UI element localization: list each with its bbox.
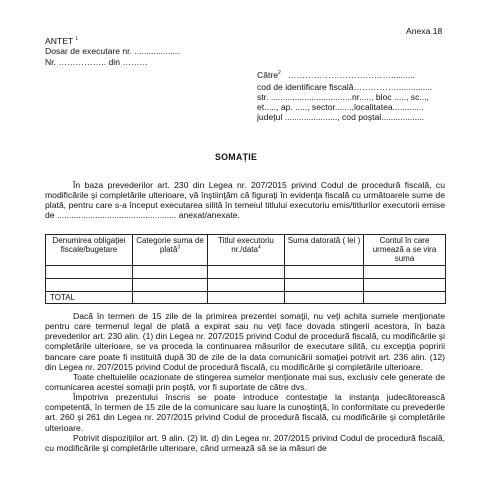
county-postal-field: județul ......................, cod poștal.................. [257, 112, 425, 122]
recipient-footnote-ref: 2 [278, 70, 281, 77]
body-text [45, 311, 445, 453]
header-cell-category: Categorie suma de plată$^3$ [133, 235, 208, 266]
total-label: TOTAL [46, 291, 133, 303]
title-footnote-ref: 4 [257, 244, 261, 251]
payment-deadline-paragraph: Dacă în termen de 15 zile de la primirea prezentei somaţii, nu veţi achita sumele menţionate pentru care termenul legal de plată a expirat sau nu veţi face dovada stingerii acestora, în baza prevederilor art. 230 alin. (1) din Legea nr. 207/2015 privind Codul de procedură fiscală, cu modificările şi completările ulterioare, se va proceda la continuarea măsurilor de executare silită, cu excepţia popririi bancare care poate fi instituită după 30 de zile de la data comunicării somaţiei potrivit art. 236 alin. (12) din Legea nr. 207/2015 privind Codul de procedură fiscală, cu modificările şi completările ulterioare. [45, 311, 445, 372]
header-cell-amount: Suma datorată ( lei ) [285, 235, 364, 266]
intro-text: În baza prevederilor art. 230 din Legea nr. 207/2015 privind Codul de procedură fiscală, cu modificările şi completările ulterioare, vă înştiinţăm că figuraţi în evidenţa fiscală cu următoarele sume de plată, pentru care s-a început executarea silită în temeiul titlului executoriu emis/titlurilor executorii emise de .................................................. anexat/anexate. [45, 180, 445, 221]
header-cell-obligation: Denumirea obligaţiei fiscale/bugetare [46, 235, 133, 266]
header-cell-title: Titlul executoriu nr./data$^4$ [208, 235, 285, 266]
obligations-table [45, 234, 446, 304]
table-row [46, 265, 446, 278]
letterhead-label [45, 36, 78, 46]
recipient-label: Către [257, 70, 279, 80]
appeal-paragraph: Împotriva prezentului înscris se poate introduce contestaţie la instanţa judecătorească competentă, în termen de 15 zile de la comunicare sau luare la cunoştinţă, în conformitate cu prevederile art. 260 şi 261 din Legea nr. 207/2015 privind Codul de procedură fiscală, cu modificările şi completările ulterioare. [45, 392, 445, 433]
document-number-date: Nr. …………….. din ……… [45, 57, 149, 67]
recipient-line [257, 70, 415, 80]
fiscal-id-field: cod de identificare fiscală……………............... [257, 82, 433, 92]
floor-locality-field: et....., ap. ....., sector.......,localitatea............. [257, 102, 424, 112]
header-cell-account: Contul în care urmează a se vira suma [364, 235, 446, 266]
table-row [46, 278, 446, 291]
category-footnote-ref: 3 [177, 244, 181, 251]
provisions-paragraph: Potrivit dispoziţiilor art. 9 alin. (2) lit. d) din Legea nr. 207/2015 privind Codul de procedură fiscală, cu modificările şi completările ulterioare, când urmează să se ia măsuri de [45, 432, 445, 453]
table-header-row [46, 235, 446, 266]
case-file-number: Dosar de executare nr. ................... [45, 46, 180, 56]
street-field: str. ..................................nr....., bloc ....., sc..., [257, 92, 429, 102]
document-title: SOMAȚIE [215, 152, 258, 162]
table-total-row [46, 291, 446, 303]
intro-paragraph [45, 180, 445, 221]
costs-paragraph: Toate cheltuielile ocazionate de stingerea sumelor menţionate mai sus, exclusiv cele generate de comunicarea acestei somaţii prin poştă, vor fi suportate de către dvs. [45, 371, 445, 392]
annex-label: Anexa 18 [406, 26, 443, 36]
antet-text: ANTET [45, 36, 74, 46]
antet-footnote-ref: 1 [75, 36, 79, 43]
recipient-name-field: ……………………………….......... [287, 70, 415, 80]
